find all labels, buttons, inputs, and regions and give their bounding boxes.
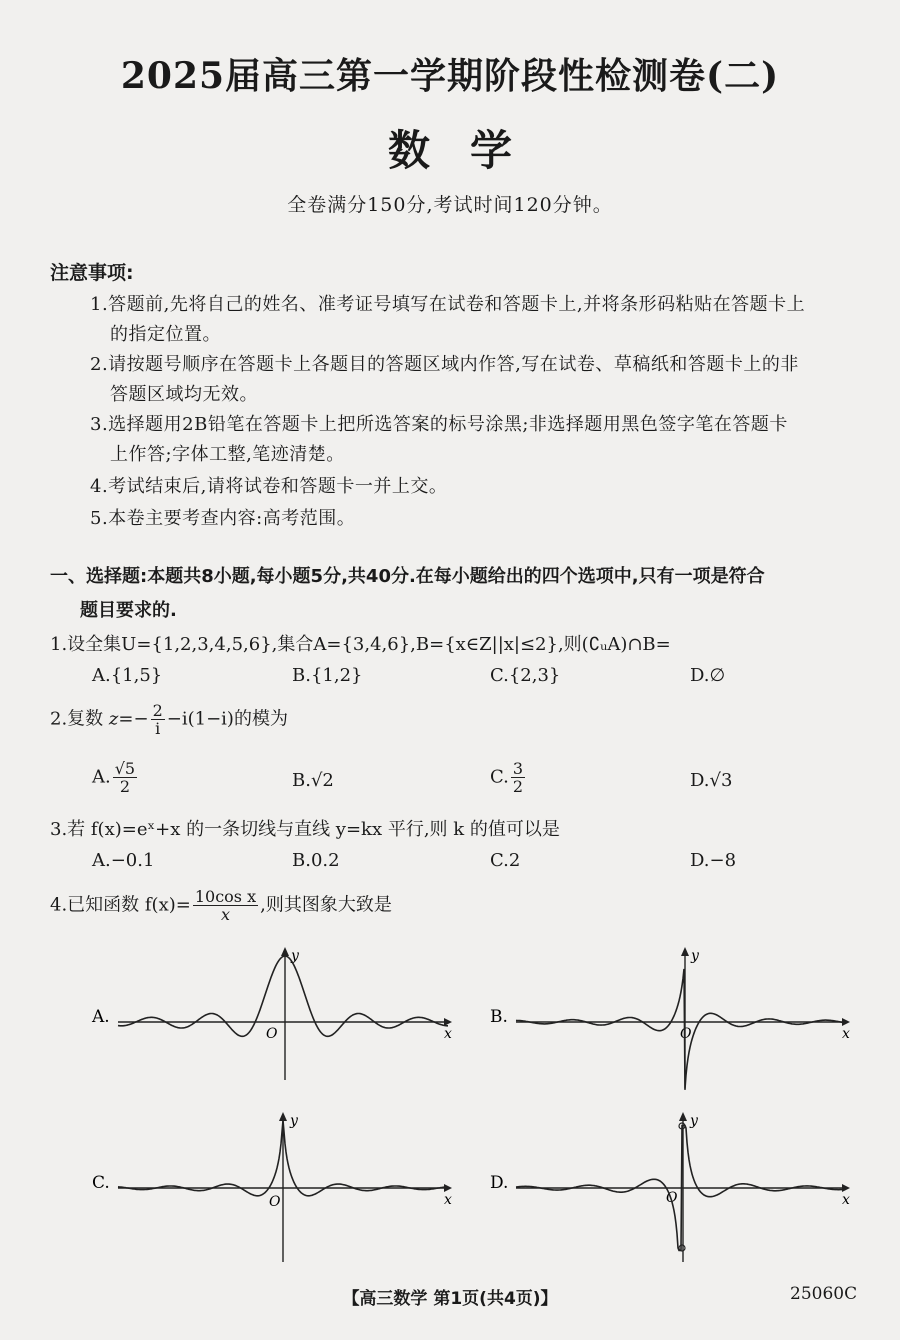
graph-c-origin: O (269, 1194, 281, 1210)
notice-line: 4.考试结束后,请将试卷和答题卡一并上交。 (90, 476, 448, 497)
graph-a-x-arrow (444, 1018, 452, 1026)
graph-a-origin: O (266, 1026, 278, 1042)
notice-line: 2.请按题号顺序在答题卡上各题目的答题区域内作答,写在试卷、草稿纸和答题卡上的非 (90, 354, 799, 375)
notice-line: 1.答题前,先将自己的姓名、准考证号填写在试卷和答题卡上,并将条形码粘贴在答题卡上 (90, 294, 806, 315)
notice-line: 的指定位置。 (110, 324, 221, 345)
graph-d (490, 1112, 850, 1262)
notice-line: 3.选择题用2B铅笔在答题卡上把所选答案的标号涂黑;非选择题用黑色签字笔在答题卡 (90, 414, 788, 435)
graph-d-open-point-bottom (679, 1245, 685, 1251)
q2-option-c-fraction (511, 760, 525, 795)
graph-d-x-arrow (842, 1184, 850, 1192)
q2-option-a (92, 760, 139, 795)
section-heading: 一、选择题:本题共8小题,每小题5分,共40分.在每小题给出的四个选项中,只有一项是符合 (50, 566, 765, 587)
q1-option-b: B.{1,2} (292, 665, 363, 686)
notice-line: 5.本卷主要考查内容:高考范围。 (90, 508, 356, 529)
q1-option-a: A.{1,5} (92, 665, 163, 686)
q2-option-a-den: 2 (119, 777, 131, 796)
q1-option-d: D.∅ (690, 665, 726, 686)
q4-fraction-num: 10cos x (194, 887, 257, 906)
graph-b-label: B. (490, 1007, 508, 1027)
q2-fraction-num: 2 (152, 701, 163, 720)
question-2-stem (50, 702, 288, 737)
q3-option-c: C.2 (490, 850, 521, 871)
q1-option-c: C.{2,3} (490, 665, 561, 686)
graph-b-y-label: y (691, 948, 699, 964)
q2-suffix: −i(1−i)的模为 (166, 708, 288, 730)
q4-prefix: 4.已知函数 f(x)= (50, 894, 191, 916)
graph-c-y-label: y (290, 1113, 298, 1129)
q2-option-d: D.√3 (690, 770, 733, 791)
graph-b-x-label: x (842, 1026, 850, 1042)
q3-option-b: B.0.2 (292, 850, 340, 871)
exam-info: 全卷满分150分,考试时间120分钟。 (287, 194, 613, 216)
question-1-stem: 1.设全集U={1,2,3,4,5,6},集合A={3,4,6},B={x∈Z||x|≤2},则(∁ᵤA)∩B= (50, 634, 671, 655)
graph-d-y-label: y (690, 1113, 698, 1129)
page-footer: 【高三数学 第1页(共4页)】 (342, 1289, 558, 1309)
section-heading-cont: 题目要求的. (80, 600, 177, 621)
question-3-stem: 3.若 f(x)=eˣ+x 的一条切线与直线 y=kx 平行,则 k 的值可以是 (50, 819, 560, 840)
q4-suffix: ,则其图象大致是 (260, 894, 392, 916)
q2-option-c-label: C. (490, 766, 509, 788)
notice-heading: 注意事项: (50, 262, 134, 284)
graph-c-x-label: x (444, 1192, 452, 1208)
graph-c-y-arrow (279, 1112, 287, 1121)
q2-fraction (151, 702, 165, 737)
graph-c (92, 1112, 452, 1262)
q2-prefix: 2.复数 (50, 708, 104, 730)
graph-b-origin: O (680, 1026, 692, 1042)
graph-d-x-label: x (842, 1192, 850, 1208)
graph-a-y-arrow (281, 947, 289, 956)
q2-option-b: B.√2 (292, 770, 334, 791)
graph-a (91, 947, 452, 1080)
q2-option-a-num: √5 (114, 759, 136, 778)
graph-b-y-arrow (681, 947, 689, 956)
graph-a-curve (118, 956, 448, 1036)
subject-title: 数学 (387, 126, 552, 175)
graph-d-label: D. (490, 1173, 509, 1193)
q3-option-a: A.−0.1 (92, 850, 155, 871)
graph-a-label: A. (92, 1007, 110, 1027)
notice-line: 上作答;字体工整,笔迹清楚。 (110, 444, 345, 465)
graph-d-origin: O (666, 1190, 678, 1206)
paper-code: 25060C (790, 1284, 858, 1304)
q2-option-c-num: 3 (512, 759, 524, 778)
q4-fraction-den: x (220, 905, 230, 924)
q2-option-c-den: 2 (512, 777, 524, 796)
question-4-stem (50, 888, 392, 923)
q2-z: z=− (108, 708, 149, 730)
q2-fraction-den: i (155, 719, 161, 738)
graph-a-x-label: x (444, 1026, 452, 1042)
q2-option-a-fraction (113, 760, 137, 795)
q4-graphs (0, 930, 900, 1270)
q2-option-a-label: A. (92, 766, 111, 788)
q4-fraction (193, 888, 258, 923)
q2-option-c (490, 760, 527, 795)
q3-option-d: D.−8 (690, 850, 737, 871)
graph-a-y-label: y (291, 948, 299, 964)
exam-title: 2025届高三第一学期阶段性检测卷(二) (120, 55, 780, 97)
notice-line: 答题区域均无效。 (110, 384, 258, 405)
graph-c-x-arrow (444, 1184, 452, 1192)
graph-d-y-arrow (679, 1112, 687, 1121)
graph-c-label: C. (92, 1173, 110, 1193)
graph-b (490, 947, 850, 1090)
